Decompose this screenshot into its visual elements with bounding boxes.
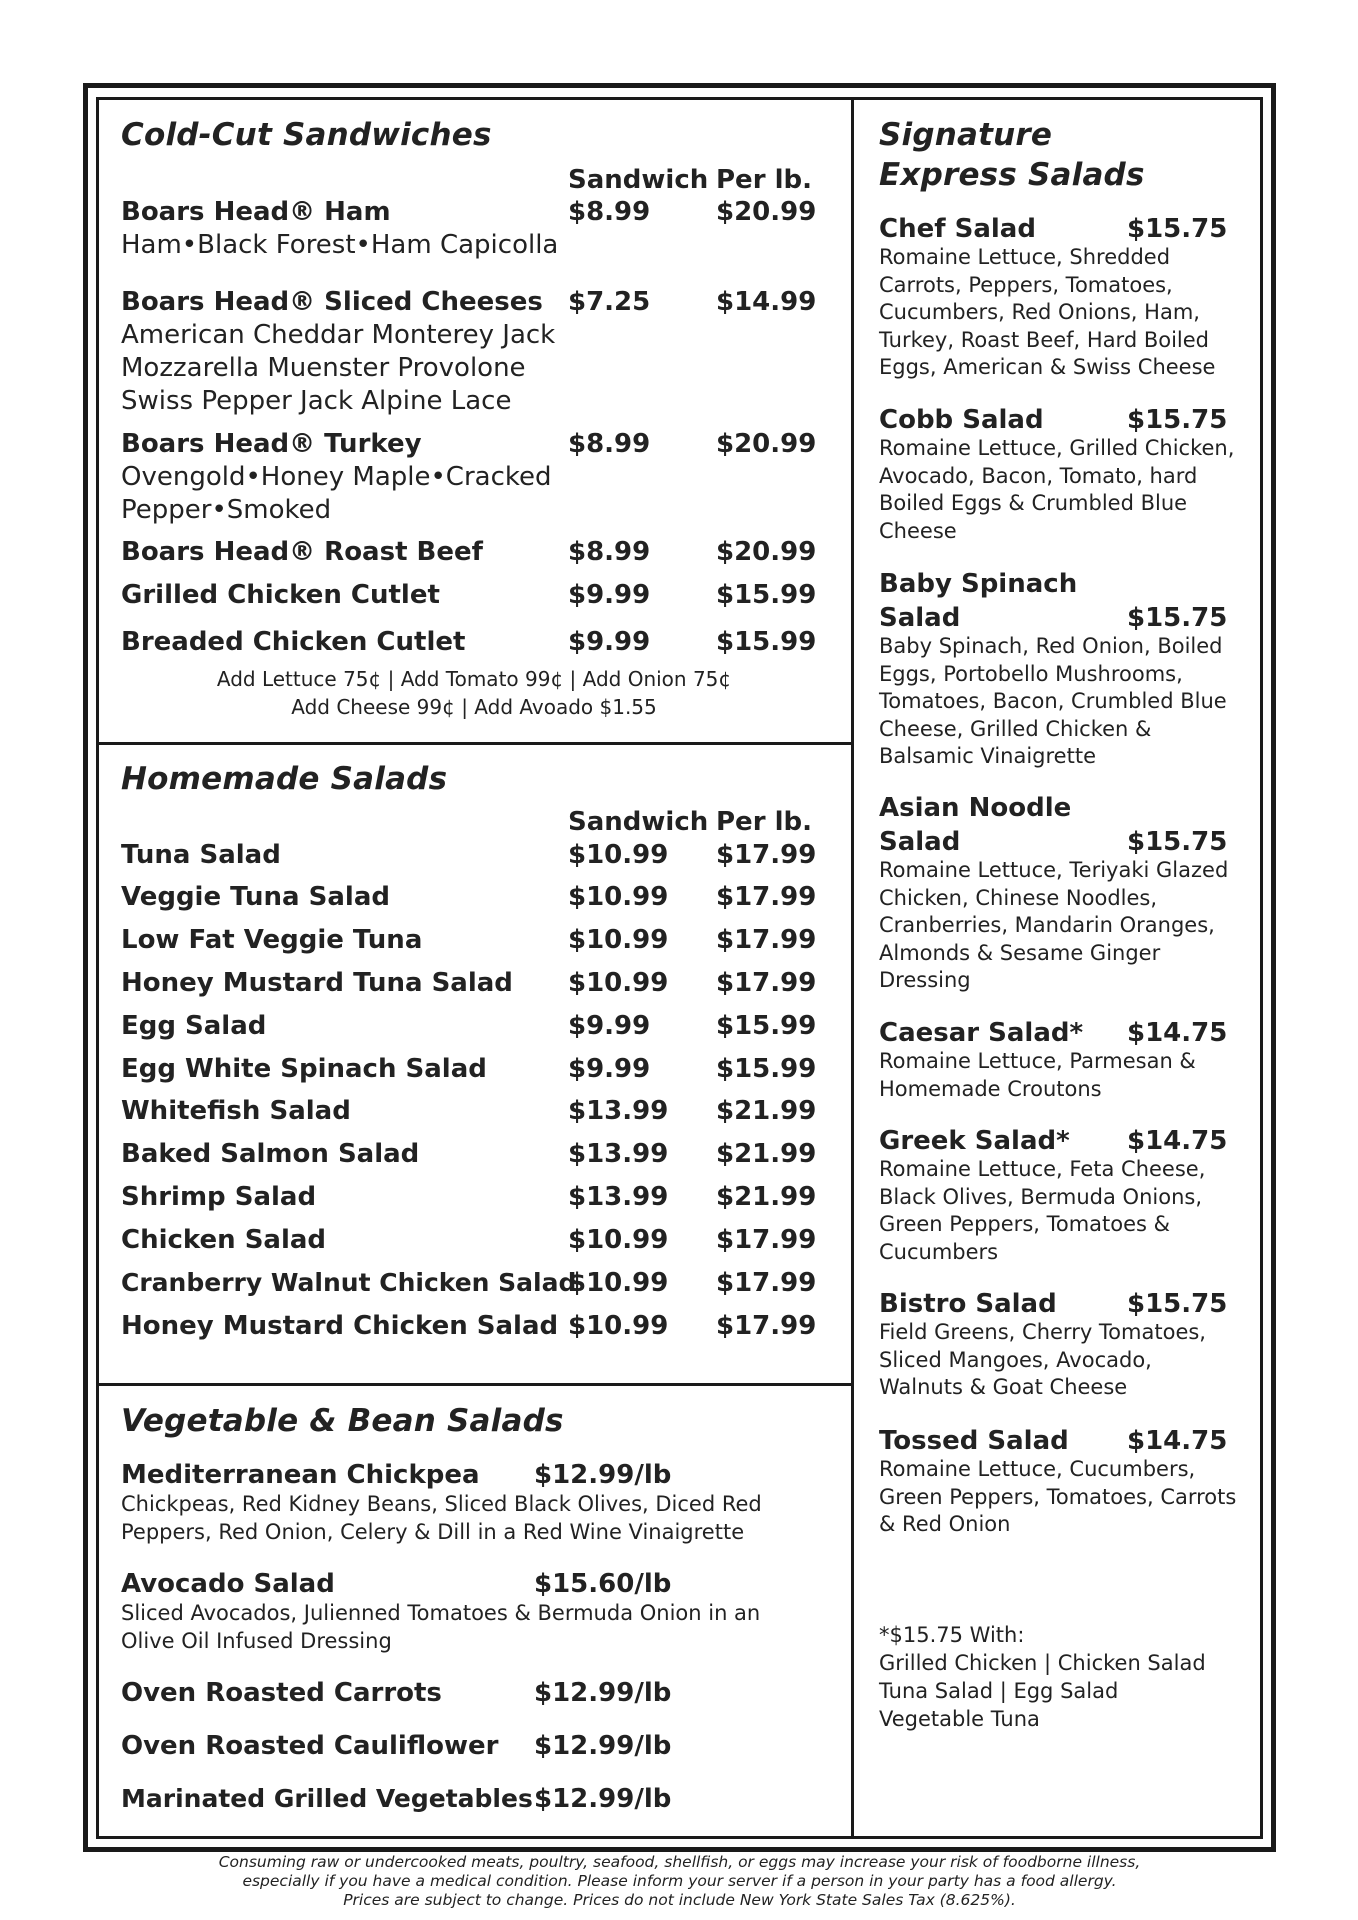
salad-price: $15.75 — [1127, 405, 1228, 435]
item-price: $12.99/lb — [534, 1460, 672, 1490]
perlb-price: $20.99 — [716, 537, 817, 567]
salad-description: Romaine Lettuce, Feta Cheese, Black Olives, Bermuda Onions, Green Peppers, Tomatoes & Cucumbers — [879, 1157, 1206, 1264]
item-price: $12.99/lb — [534, 1784, 672, 1814]
sandwich-price: $8.99 — [568, 429, 651, 459]
menu-item-name: Whitefish Salad — [121, 1096, 351, 1126]
menu-item-name: Egg Salad — [121, 1011, 267, 1041]
sandwich-price: $13.99 — [568, 1139, 669, 1169]
sandwich-price: $10.99 — [568, 1311, 669, 1341]
salad-price: $15.75 — [1127, 827, 1228, 857]
salad-name-line1: Baby Spinach — [879, 569, 1078, 599]
salad-name: Tossed Salad — [879, 1426, 1069, 1456]
item-price: $12.99/lb — [534, 1731, 672, 1761]
perlb-price: $15.99 — [716, 627, 817, 657]
section-divider-2 — [96, 1383, 852, 1386]
homemade-col-perlb: Per lb. — [716, 807, 812, 837]
menu-item-name: Honey Mustard Tuna Salad — [121, 968, 513, 998]
item-price: $15.60/lb — [534, 1569, 672, 1599]
salad-name: Cobb Salad — [879, 405, 1044, 435]
section-divider-1 — [96, 742, 852, 745]
perlb-price: $17.99 — [716, 925, 817, 955]
menu-item-name: Boars Head® Turkey — [121, 429, 422, 459]
menu-item-name: Boars Head® Ham — [121, 197, 391, 227]
perlb-price: $20.99 — [716, 197, 817, 227]
perlb-price: $17.99 — [716, 1268, 817, 1298]
sandwich-price: $8.99 — [568, 197, 651, 227]
salad-name: Salad — [879, 603, 961, 633]
menu-item-name: Boars Head® Sliced Cheeses — [121, 287, 543, 317]
salad-name: Salad — [879, 827, 961, 857]
footer-line: especially if you have a medical condition. Please inform your server if a person in your party has a food allergy. — [242, 1872, 1117, 1890]
footer-disclaimer — [96, 1853, 1263, 1910]
sandwich-price: $7.25 — [568, 287, 651, 317]
perlb-price: $15.99 — [716, 1011, 817, 1041]
signature-title-line2: Express Salads — [879, 157, 1145, 193]
item-varieties: Ovengold•Honey Maple•Cracked Pepper•Smoked — [121, 462, 552, 525]
menu-item-name: Avocado Salad — [121, 1569, 335, 1599]
salad-name-line1: Asian Noodle — [879, 793, 1072, 823]
item-varieties: Ham•Black Forest•Ham Capicolla — [121, 230, 559, 260]
perlb-price: $17.99 — [716, 1311, 817, 1341]
sandwich-price: $10.99 — [568, 840, 669, 870]
sandwich-price: $9.99 — [568, 1054, 651, 1084]
salad-description: Field Greens, Cherry Tomatoes, Sliced Mangoes, Avocado, Walnuts & Goat Cheese — [879, 1320, 1206, 1399]
perlb-price: $20.99 — [716, 429, 817, 459]
salad-description: Romaine Lettuce, Grilled Chicken, Avocado, Bacon, Tomato, hard Boiled Eggs & Crumbled Blue Cheese — [879, 436, 1235, 543]
sandwich-price: $10.99 — [568, 968, 669, 998]
addon-note-line: Tuna Salad | Egg Salad — [879, 1679, 1119, 1703]
salad-price: $14.75 — [1127, 1426, 1228, 1456]
salad-description: Romaine Lettuce, Shredded Carrots, Peppers, Tomatoes, Cucumbers, Red Onions, Ham, Turkey, Roast Beef, Hard Boiled Eggs, American & Swiss Cheese — [879, 245, 1216, 379]
item-description: Sliced Avocados, Julienned Tomatoes & Bermuda Onion in an Olive Oil Infused Dressing — [121, 1601, 761, 1653]
salad-price: $15.75 — [1127, 1289, 1228, 1319]
add-ons-note: Add Cheese 99¢ | Add Avoado $1.55 — [291, 695, 657, 719]
menu-item-name: Egg White Spinach Salad — [121, 1054, 487, 1084]
salad-description: Romaine Lettuce, Parmesan & Homemade Croutons — [879, 1049, 1196, 1101]
perlb-price: $15.99 — [716, 1054, 817, 1084]
salad-name: Caesar Salad* — [879, 1018, 1084, 1048]
sandwich-price: $8.99 — [568, 537, 651, 567]
sandwich-price: $10.99 — [568, 925, 669, 955]
salad-description: Romaine Lettuce, Teriyaki Glazed Chicken, Chinese Noodles, Cranberries, Mandarin Oranges, Almonds & Sesame Ginger Dressing — [879, 858, 1229, 992]
perlb-price: $15.99 — [716, 580, 817, 610]
menu-item-name: Tuna Salad — [121, 840, 281, 870]
signature-title-line1: Signature — [879, 117, 1053, 153]
sandwich-price: $9.99 — [568, 1011, 651, 1041]
menu-item-name: Baked Salmon Salad — [121, 1139, 420, 1169]
salad-description: Romaine Lettuce, Cucumbers, Green Peppers, Tomatoes, Carrots & Red Onion — [879, 1457, 1237, 1536]
menu-item-name: Chicken Salad — [121, 1225, 327, 1255]
addon-note-line: Vegetable Tuna — [879, 1707, 1040, 1731]
salad-price: $14.75 — [1127, 1018, 1228, 1048]
sandwich-price: $10.99 — [568, 882, 669, 912]
item-price: $12.99/lb — [534, 1678, 672, 1708]
menu-item-name: Mediterranean Chickpea — [121, 1460, 480, 1490]
menu-item-name: Boars Head® Roast Beef — [121, 537, 483, 567]
cold-cut-col-sandwich: Sandwich — [568, 165, 709, 195]
menu-item-name: Breaded Chicken Cutlet — [121, 627, 466, 657]
perlb-price: $17.99 — [716, 1225, 817, 1255]
sandwich-price: $9.99 — [568, 580, 651, 610]
homemade-title: Homemade Salads — [121, 761, 448, 797]
footer-line: Consuming raw or undercooked meats, poultry, seafood, shellfish, or eggs may increase your risk of foodborne illness, — [218, 1853, 1141, 1871]
addon-note-line: Grilled Chicken | Chicken Salad — [879, 1651, 1206, 1675]
perlb-price: $17.99 — [716, 968, 817, 998]
add-ons-note: Add Lettuce 75¢ | Add Tomato 99¢ | Add Onion 75¢ — [216, 667, 732, 691]
sandwich-price: $10.99 — [568, 1225, 669, 1255]
menu-item-name: Oven Roasted Carrots — [121, 1678, 442, 1708]
sandwich-price: $10.99 — [568, 1268, 669, 1298]
salad-price: $15.75 — [1127, 214, 1228, 244]
homemade-col-sandwich: Sandwich — [568, 807, 709, 837]
perlb-price: $21.99 — [716, 1096, 817, 1126]
salad-name: Greek Salad* — [879, 1126, 1070, 1156]
sandwich-price: $13.99 — [568, 1096, 669, 1126]
perlb-price: $21.99 — [716, 1182, 817, 1212]
salad-description: Baby Spinach, Red Onion, Boiled Eggs, Portobello Mushrooms, Tomatoes, Bacon, Crumbled Blue Cheese, Grilled Chicken & Balsamic Vinaigrette — [879, 634, 1227, 768]
cold-cut-title: Cold-Cut Sandwiches — [121, 117, 492, 153]
veg-bean-title: Vegetable & Bean Salads — [121, 1403, 564, 1439]
menu-item-name: Oven Roasted Cauliflower — [121, 1731, 499, 1761]
item-varieties: American Cheddar Monterey Jack Mozzarella Muenster Provolone Swiss Pepper Jack Alpine Lace — [121, 320, 556, 416]
perlb-price: $21.99 — [716, 1139, 817, 1169]
footer-line: Prices are subject to change. Prices do not include New York State Sales Tax (8.625%). — [343, 1891, 1016, 1909]
item-description: Chickpeas, Red Kidney Beans, Sliced Black Olives, Diced Red Peppers, Red Onion, Celery & Dill in a Red Wine Vinaigrette — [121, 1492, 762, 1544]
perlb-price: $14.99 — [716, 287, 817, 317]
addon-note-heading: *$15.75 With: — [879, 1623, 1025, 1647]
perlb-price: $17.99 — [716, 840, 817, 870]
cold-cut-col-perlb: Per lb. — [716, 165, 812, 195]
salad-price: $15.75 — [1127, 603, 1228, 633]
salad-price: $14.75 — [1127, 1126, 1228, 1156]
salad-name: Bistro Salad — [879, 1289, 1057, 1319]
menu-item-name: Grilled Chicken Cutlet — [121, 580, 440, 610]
column-divider — [851, 97, 854, 1839]
menu-item-name: Cranberry Walnut Chicken Salad — [121, 1268, 577, 1297]
menu-item-name: Shrimp Salad — [121, 1182, 317, 1212]
menu-item-name: Low Fat Veggie Tuna — [121, 925, 423, 955]
sandwich-price: $9.99 — [568, 627, 651, 657]
menu-item-name: Honey Mustard Chicken Salad — [121, 1311, 559, 1341]
sandwich-price: $13.99 — [568, 1182, 669, 1212]
menu-item-name: Marinated Grilled Vegetables — [121, 1784, 533, 1813]
menu-item-name: Veggie Tuna Salad — [121, 882, 390, 912]
perlb-price: $17.99 — [716, 882, 817, 912]
salad-name: Chef Salad — [879, 214, 1036, 244]
